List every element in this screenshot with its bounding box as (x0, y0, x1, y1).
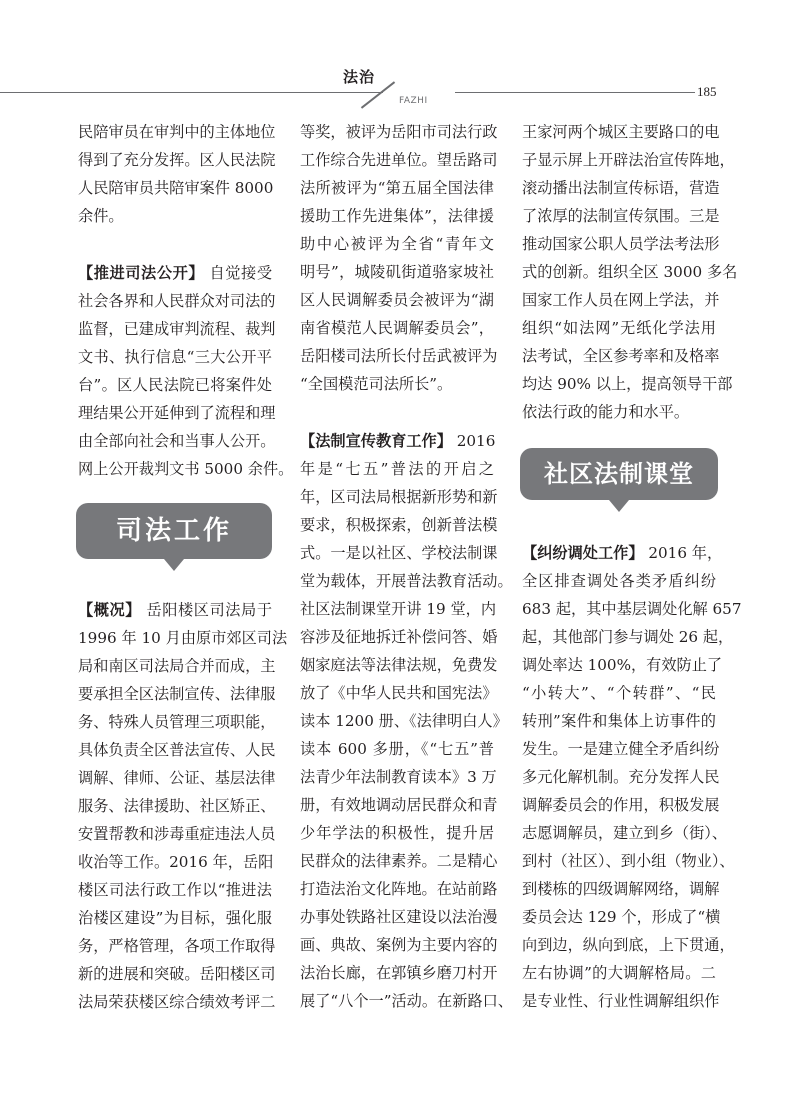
text-line: 推动国家公职人员学法考法形 (522, 235, 720, 253)
section-subtitle: FAZHI (399, 96, 428, 106)
text-line: 法所被评为“第五届全国法律 (300, 179, 494, 197)
text-line: 具体负责全区普法宣传、人民 (78, 741, 276, 759)
text-line: 要求，积极探索，创新普法模 (300, 516, 498, 534)
paragraph-lead-text: 2016 (451, 432, 496, 450)
text-line: 容涉及征地拆迁补偿问答、婚 (300, 628, 498, 646)
paragraph-lead-text: 岳阳楼区司法局于 (141, 601, 273, 619)
text-line: 读本 1200 册、《法律明白人》 (300, 712, 508, 730)
text-line: 式的创新。组织全区 3000 多名 (522, 263, 738, 281)
text-line: 务，严格管理，各项工作取得 (78, 937, 276, 955)
text-line: 到村（社区）、到小组（物业）、 (522, 852, 735, 870)
text-line: 监督，已建成审判流程、裁判 (78, 320, 276, 338)
paragraph-lead-text: 2016 年， (643, 544, 723, 562)
text-line: 左右协调”的大调解格局。二 (522, 964, 716, 982)
text-line: 展了“八个一”活动。在新路口、 (300, 992, 513, 1010)
text-line: 台”。区人民法院已将案件处 (78, 376, 272, 394)
text-line: 务、特殊人员管理三项职能， (78, 713, 276, 731)
text-line: 式。一是以社区、学校法制课 (300, 544, 498, 562)
text-line: 转刑”案件和集体上访事件的 (522, 712, 716, 730)
text-line: 社会各界和人民群众对司法的 (78, 292, 276, 310)
paragraph-lead (78, 596, 272, 624)
text-line: 法青少年法制教育读本》3 万 (300, 768, 497, 786)
text-line: 局和南区司法局合并而成，主 (78, 657, 276, 675)
text-line: 援助工作先进集体”，法律援 (300, 207, 494, 225)
text-line: 均达 90% 以上，提高领导干部 (522, 375, 733, 393)
text-line: 了浓厚的法制宣传氛围。三是 (522, 207, 720, 225)
badge-label: 社区法制课堂 (544, 460, 694, 488)
text-line: 打造法治文化阵地。在站前路 (300, 880, 498, 898)
text-line: 姻家庭法等法律法规，免费发 (300, 656, 498, 674)
text-line: 画、典故、案例为主要内容的 (300, 936, 498, 954)
text-line: 少年学法的积极性，提升居 (300, 824, 494, 842)
header-rule-right (455, 92, 695, 93)
text-line: “全国模范司法所长”。 (300, 375, 453, 393)
paragraph-lead-text: 自觉接受 (204, 264, 273, 282)
text-line: 民陪审员在审判中的主体地位 (78, 123, 276, 141)
page-number: 185 (697, 84, 717, 99)
text-line: 明号”，城陵矶街道骆家坡社 (300, 263, 494, 281)
text-line: 等奖，被评为岳阳市司法行政 (300, 123, 498, 141)
text-line: 收治等工作。2016 年，岳阳 (78, 853, 274, 871)
text-line: 人民陪审员共陪审案件 8000 (78, 179, 274, 197)
text-line: 王家河两个城区主要路口的电 (522, 123, 720, 141)
text-line: 到楼栋的四级调解网络，调解 (522, 880, 720, 898)
text-line: 得到了充分发挥。区人民法院 (78, 151, 276, 169)
text-line: 读本 600 多册，《“七五”普 (300, 740, 494, 758)
text-line: 由全部向社会和当事人公开。 (78, 432, 276, 450)
text-line: 发生。一是建立健全矛盾纠纷 (522, 740, 720, 758)
text-line: 册，有效地调动居民群众和青 (300, 796, 498, 814)
section-badge-community-law-class (520, 448, 718, 500)
header-rule-left (0, 92, 383, 93)
text-line: 社区法制课堂开讲 19 堂，内 (300, 600, 497, 618)
section-title: 法治 (343, 68, 376, 86)
paragraph-keyword: 【推进司法公开】 (78, 264, 205, 282)
text-line: 调解委员会的作用，积极发展 (522, 796, 720, 814)
text-line: 组织“如法网”无纸化学法用 (522, 319, 716, 337)
text-line: 滚动播出法制宣传标语，营造 (522, 179, 720, 197)
text-line: 堂为载体，开展普法教育活动。 (300, 572, 513, 590)
text-line: 余件。 (78, 207, 124, 225)
text-line: 年是“七五”普法的开启之 (300, 460, 494, 478)
text-line: 子显示屏上开辟法治宣传阵地， (522, 151, 735, 169)
badge-pointer (609, 500, 629, 512)
text-line: 1996 年 10 月由原市郊区司法 (78, 629, 288, 647)
text-line: 放了《中华人民共和国宪法》 (300, 684, 498, 702)
text-line: 调处率达 100%，有效防止了 (522, 656, 723, 674)
text-line: 起，其他部门参与调处 26 起， (522, 628, 734, 646)
text-line: 683 起，其中基层调处化解 657 (522, 600, 742, 618)
text-line: 理结果公开延伸到了流程和理 (78, 404, 276, 422)
text-line: 是专业性、行业性调解组织作 (522, 992, 720, 1010)
text-line: 法局荣获楼区综合绩效考评二 (78, 993, 276, 1011)
text-line: 文书、执行信息“三大公开平 (78, 348, 272, 366)
text-line: 新的进展和突破。岳阳楼区司 (78, 965, 276, 983)
text-line: 网上公开裁判文书 5000 余件。 (78, 460, 294, 478)
badge-pointer (164, 559, 184, 571)
text-line: 全区排查调处各类矛盾纠纷 (522, 572, 716, 590)
text-line: 助中心被评为全省“青年文 (300, 235, 494, 253)
text-line: 年，区司法局根据新形势和新 (300, 488, 498, 506)
text-line: 法治长廊，在郭镇乡磨刀村开 (300, 964, 498, 982)
text-line: 法考试，全区参考率和及格率 (522, 347, 720, 365)
paragraph-keyword: 【纠纷调处工作】 (522, 544, 644, 562)
text-line: 工作综合先进单位。望岳路司 (300, 151, 498, 169)
paragraph-lead (300, 427, 494, 455)
text-line: 多元化解机制。充分发挥人民 (522, 768, 720, 786)
text-line: 要承担全区法制宣传、法律服 (78, 685, 276, 703)
text-line: 区人民调解委员会被评为“湖 (300, 291, 494, 309)
paragraph-keyword: 【法制宣传教育工作】 (300, 432, 452, 450)
text-line: 安置帮教和涉毒重症违法人员 (78, 825, 276, 843)
text-line: 岳阳楼司法所长付岳武被评为 (300, 347, 498, 365)
text-line: 楼区司法行政工作以“推进法 (78, 881, 272, 899)
paragraph-keyword: 【概况】 (78, 601, 142, 619)
text-line: 依法行政的能力和水平。 (522, 403, 690, 421)
text-line: 南省模范人民调解委员会”， (300, 319, 494, 337)
text-line: 办事处铁路社区建设以法治漫 (300, 908, 498, 926)
text-line: 服务、法律援助、社区矫正、 (78, 797, 276, 815)
text-line: 向到边，纵向到底，上下贯通， (522, 936, 735, 954)
badge-label: 司法工作 (115, 516, 232, 546)
text-line: 民群众的法律素养。二是精心 (300, 852, 498, 870)
paragraph-lead (78, 259, 272, 287)
section-badge-judicial-work (76, 503, 272, 559)
text-line: 治楼区建设”为目标，强化服 (78, 909, 272, 927)
text-line: 调解、律师、公证、基层法律 (78, 769, 276, 787)
text-line: 国家工作人员在网上学法，并 (522, 291, 720, 309)
text-line: “小转大”、“个转群”、“民 (522, 684, 716, 702)
paragraph-lead (522, 539, 723, 567)
text-line: 委员会达 129 个，形成了“横 (522, 908, 721, 926)
text-line: 志愿调解员，建立到乡（街）、 (522, 824, 728, 842)
